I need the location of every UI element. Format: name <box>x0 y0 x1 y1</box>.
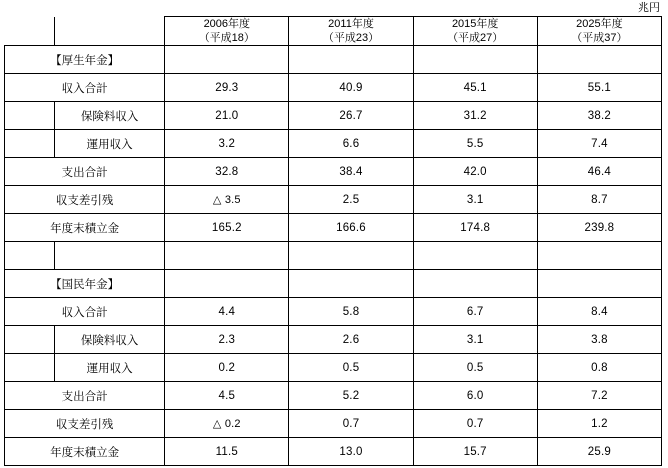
section-title-spacer-0-1 <box>289 46 413 74</box>
row-value: 32.8 <box>165 158 289 186</box>
table-row <box>5 382 662 410</box>
row-value: 40.9 <box>289 74 413 102</box>
section-title-spacer-1-0 <box>165 270 289 298</box>
header-blank-cell-2 <box>55 17 165 46</box>
row-value: 1.2 <box>537 410 661 438</box>
section-title-1: 【国民年金】 <box>5 270 165 298</box>
row-value: 5.2 <box>289 382 413 410</box>
row-value: 239.8 <box>537 214 661 242</box>
column-header-2-line1: 2015年度 <box>451 18 499 30</box>
row-value: 3.8 <box>537 326 661 354</box>
row-label: 年度末積立金 <box>5 438 165 466</box>
column-header-0-line2: （平成18） <box>198 32 255 44</box>
row-value: 166.6 <box>289 214 413 242</box>
row-value: 8.4 <box>537 298 661 326</box>
table-row <box>5 326 662 354</box>
table-row <box>5 214 662 242</box>
table-row <box>5 130 662 158</box>
gap-cell <box>289 242 413 270</box>
section-title-spacer-0-2 <box>413 46 537 74</box>
row-value: 5.8 <box>289 298 413 326</box>
row-value: 0.5 <box>413 354 537 382</box>
header-blank-cell <box>5 17 55 46</box>
row-value: 45.1 <box>413 74 537 102</box>
row-value: 6.6 <box>289 130 413 158</box>
section-title-spacer-0-3 <box>537 46 661 74</box>
section-title-row-1 <box>5 270 662 298</box>
table-row <box>5 438 662 466</box>
row-value: 8.7 <box>537 186 661 214</box>
row-value: 6.7 <box>413 298 537 326</box>
pension-finance-table <box>4 16 662 466</box>
row-indent-cell <box>5 102 55 130</box>
column-header-1-line1: 2011年度 <box>328 18 374 30</box>
gap-cell <box>537 242 661 270</box>
row-value: 6.0 <box>413 382 537 410</box>
section-title-0: 【厚生年金】 <box>5 46 165 74</box>
row-value: 15.7 <box>413 438 537 466</box>
row-value: 2.3 <box>165 326 289 354</box>
row-value: 25.9 <box>537 438 661 466</box>
row-value: 3.1 <box>413 186 537 214</box>
row-value: 165.2 <box>165 214 289 242</box>
row-label: 収入合計 <box>5 298 165 326</box>
row-indent-cell <box>5 130 55 158</box>
row-value: 38.2 <box>537 102 661 130</box>
row-value: 0.7 <box>413 410 537 438</box>
table-row <box>5 186 662 214</box>
gap-cell <box>165 242 289 270</box>
row-value: 5.5 <box>413 130 537 158</box>
row-value: 0.7 <box>289 410 413 438</box>
section-gap-row <box>5 242 662 270</box>
row-value: 38.4 <box>289 158 413 186</box>
row-value: 7.2 <box>537 382 661 410</box>
row-value: 26.7 <box>289 102 413 130</box>
section-title-spacer-0-0 <box>165 46 289 74</box>
table-row <box>5 298 662 326</box>
row-value: 2.5 <box>289 186 413 214</box>
row-value: 29.3 <box>165 74 289 102</box>
column-header-1-line2: （平成23） <box>322 32 380 44</box>
row-value: △ 0.2 <box>165 410 289 438</box>
row-value: 3.2 <box>165 130 289 158</box>
row-value: 11.5 <box>165 438 289 466</box>
row-value: 3.1 <box>413 326 537 354</box>
column-header-3-line2: （平成37） <box>571 32 628 44</box>
row-value: 21.0 <box>165 102 289 130</box>
column-header-2 <box>413 17 537 46</box>
row-value: 0.5 <box>289 354 413 382</box>
row-value: 174.8 <box>413 214 537 242</box>
row-sublabel: 保険料収入 <box>55 102 165 130</box>
table-row <box>5 410 662 438</box>
table-row <box>5 158 662 186</box>
table-header-row <box>5 17 662 46</box>
row-indent-cell <box>5 354 55 382</box>
row-value: 31.2 <box>413 102 537 130</box>
column-header-3-line1: 2025年度 <box>576 18 623 30</box>
section-title-spacer-1-3 <box>537 270 661 298</box>
table-row <box>5 354 662 382</box>
column-header-0 <box>165 17 289 46</box>
row-sublabel: 運用収入 <box>55 354 165 382</box>
row-value: 7.4 <box>537 130 661 158</box>
row-value: 55.1 <box>537 74 661 102</box>
row-value: 13.0 <box>289 438 413 466</box>
row-value: 46.4 <box>537 158 661 186</box>
table-row <box>5 102 662 130</box>
table-row <box>5 74 662 102</box>
section-title-spacer-1-2 <box>413 270 537 298</box>
row-value: 0.8 <box>537 354 661 382</box>
row-value: 42.0 <box>413 158 537 186</box>
row-value: 4.4 <box>165 298 289 326</box>
row-label: 収入合計 <box>5 74 165 102</box>
row-label: 収支差引残 <box>5 186 165 214</box>
row-value: △ 3.5 <box>165 186 289 214</box>
row-value: 2.6 <box>289 326 413 354</box>
gap-cell <box>5 242 55 270</box>
section-title-spacer-1-1 <box>289 270 413 298</box>
column-header-1 <box>289 17 413 46</box>
column-header-2-line2: （平成27） <box>447 32 504 44</box>
row-label: 支出合計 <box>5 382 165 410</box>
row-label: 支出合計 <box>5 158 165 186</box>
row-label: 年度末積立金 <box>5 214 165 242</box>
row-sublabel: 運用収入 <box>55 130 165 158</box>
gap-cell <box>413 242 537 270</box>
row-value: 0.2 <box>165 354 289 382</box>
gap-cell <box>55 242 165 270</box>
row-sublabel: 保険料収入 <box>55 326 165 354</box>
column-header-3 <box>537 17 661 46</box>
row-label: 収支差引残 <box>5 410 165 438</box>
column-header-0-line1: 2006年度 <box>203 18 251 30</box>
row-value: 4.5 <box>165 382 289 410</box>
section-title-row-0 <box>5 46 662 74</box>
row-indent-cell <box>5 326 55 354</box>
unit-label: 兆円 <box>638 2 660 14</box>
